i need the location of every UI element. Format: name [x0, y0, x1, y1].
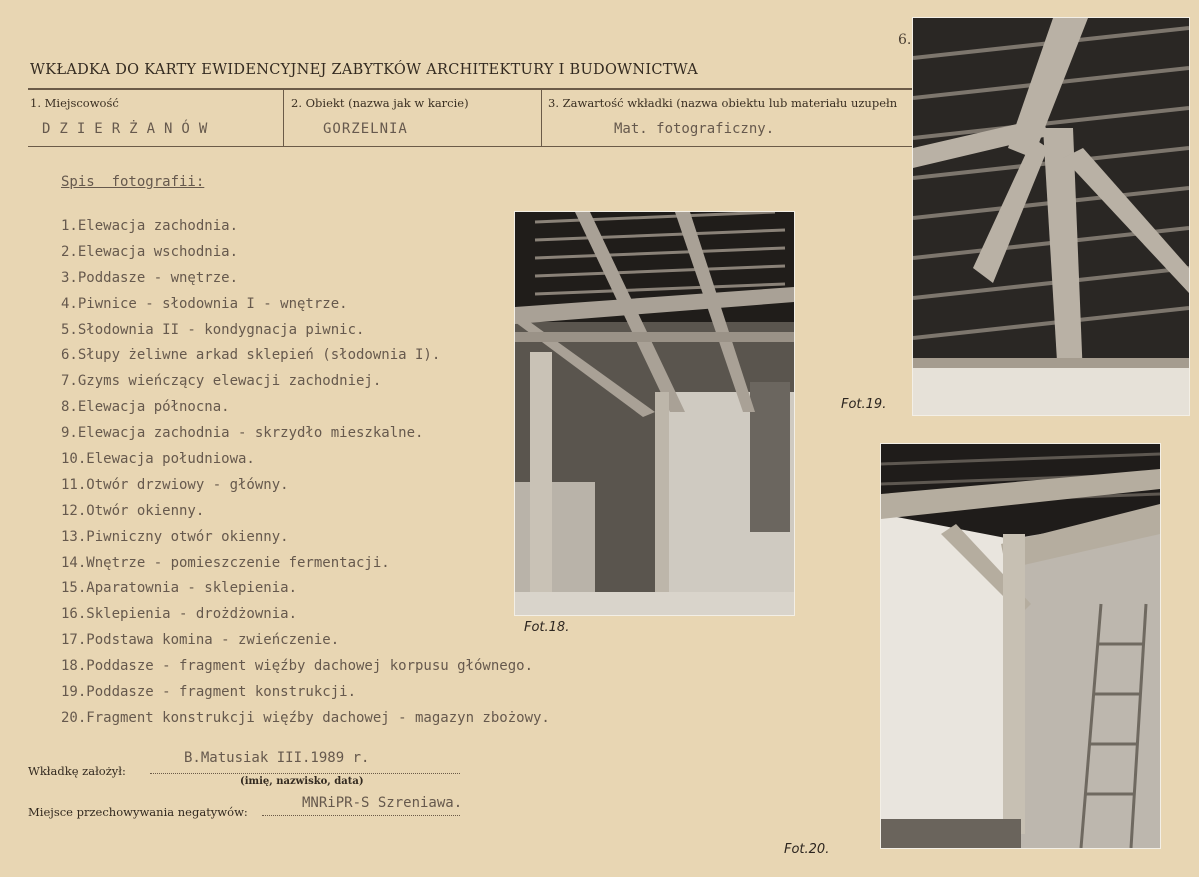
list-item: 13.Piwniczny otwór okienny.: [61, 528, 289, 545]
photo-fot-20: [880, 443, 1161, 849]
locality-value: DZIERŻANÓW: [42, 121, 217, 137]
list-item: 3.Poddasze - wnętrze.: [61, 269, 239, 286]
list-item: 8.Elewacja północna.: [61, 399, 230, 416]
list-item: 5.Słodownia II - kondygnacja piwnic.: [61, 321, 365, 338]
list-item: 18.Poddasze - fragment więźby dachowej korpusu głównego.: [61, 658, 534, 675]
list-item: 10.Elewacja południowa.: [61, 451, 255, 468]
caption-fot-19: Fot.19.: [841, 397, 887, 412]
photo-list: [61, 214, 550, 732]
contents-value: Mat. fotograficzny.: [614, 121, 775, 137]
card-title: WKŁADKA DO KARTY EWIDENCYJNEJ ZABYTKÓW ARCHITEKTURY I BUDOWNICTWA: [30, 62, 698, 78]
roof-construction-photo-19: [913, 18, 1189, 415]
caption-fot-20: Fot.20.: [784, 842, 830, 857]
list-item: 7.Gzyms wieńczący elewacji zachodniej.: [61, 373, 382, 390]
photo-fot-19: [912, 17, 1190, 416]
contents-label: 3. Zawartość wkładki (nazwa obiektu lub materiału uzupełn: [548, 96, 898, 110]
granary-roof-photo-20: [881, 444, 1160, 848]
list-item: 12.Otwór okienny.: [61, 502, 205, 519]
list-item: 20.Fragment konstrukcji więźby dachowej - magazyn zbożowy.: [61, 709, 550, 726]
roof-truss-photo-18: [515, 212, 794, 615]
locality-label: 1. Miejscowość: [30, 96, 119, 110]
list-item: 6.Słupy żeliwne arkad sklepień (słodownia I).: [61, 347, 441, 364]
list-heading: Spis fotografii:: [61, 174, 205, 190]
object-value: GORZELNIA: [323, 121, 408, 137]
list-item: 19.Poddasze - fragment konstrukcji.: [61, 684, 357, 701]
list-item: 11.Otwór drzwiowy - główny.: [61, 476, 289, 493]
storage-line: [262, 815, 460, 816]
founder-value: B.Matusiak III.1989 r.: [184, 750, 370, 766]
page-number: 6.: [898, 32, 912, 48]
founder-hint: (imię, nazwisko, data): [240, 776, 364, 787]
list-item: 9.Elewacja zachodnia - skrzydło mieszkalne.: [61, 425, 424, 442]
list-item: 16.Sklepienia - drożdżownia.: [61, 606, 298, 623]
field-divider-1: [283, 90, 284, 146]
list-item: 2.Elewacja wschodnia.: [61, 243, 239, 260]
storage-label: Miejsce przechowywania negatywów:: [28, 805, 248, 819]
list-item: 1.Elewacja zachodnia.: [61, 218, 239, 234]
title-rule: [28, 88, 914, 90]
field-divider-2: [541, 90, 542, 146]
list-item: 4.Piwnice - słodownia I - wnętrze.: [61, 295, 348, 312]
list-item: 14.Wnętrze - pomieszczenie fermentacji.: [61, 554, 390, 571]
storage-value: MNRiPR-S Szreniawa.: [302, 795, 463, 811]
object-label: 2. Obiekt (nazwa jak w karcie): [291, 96, 469, 110]
founder-line: [150, 773, 460, 774]
fields-rule: [28, 146, 914, 147]
list-item: 15.Aparatownia - sklepienia.: [61, 580, 298, 597]
list-item: 17.Podstawa komina - zwieńczenie.: [61, 632, 340, 649]
founder-label: Wkładkę założył:: [28, 764, 126, 778]
photo-fot-18: [514, 211, 795, 616]
caption-fot-18: Fot.18.: [524, 620, 570, 635]
